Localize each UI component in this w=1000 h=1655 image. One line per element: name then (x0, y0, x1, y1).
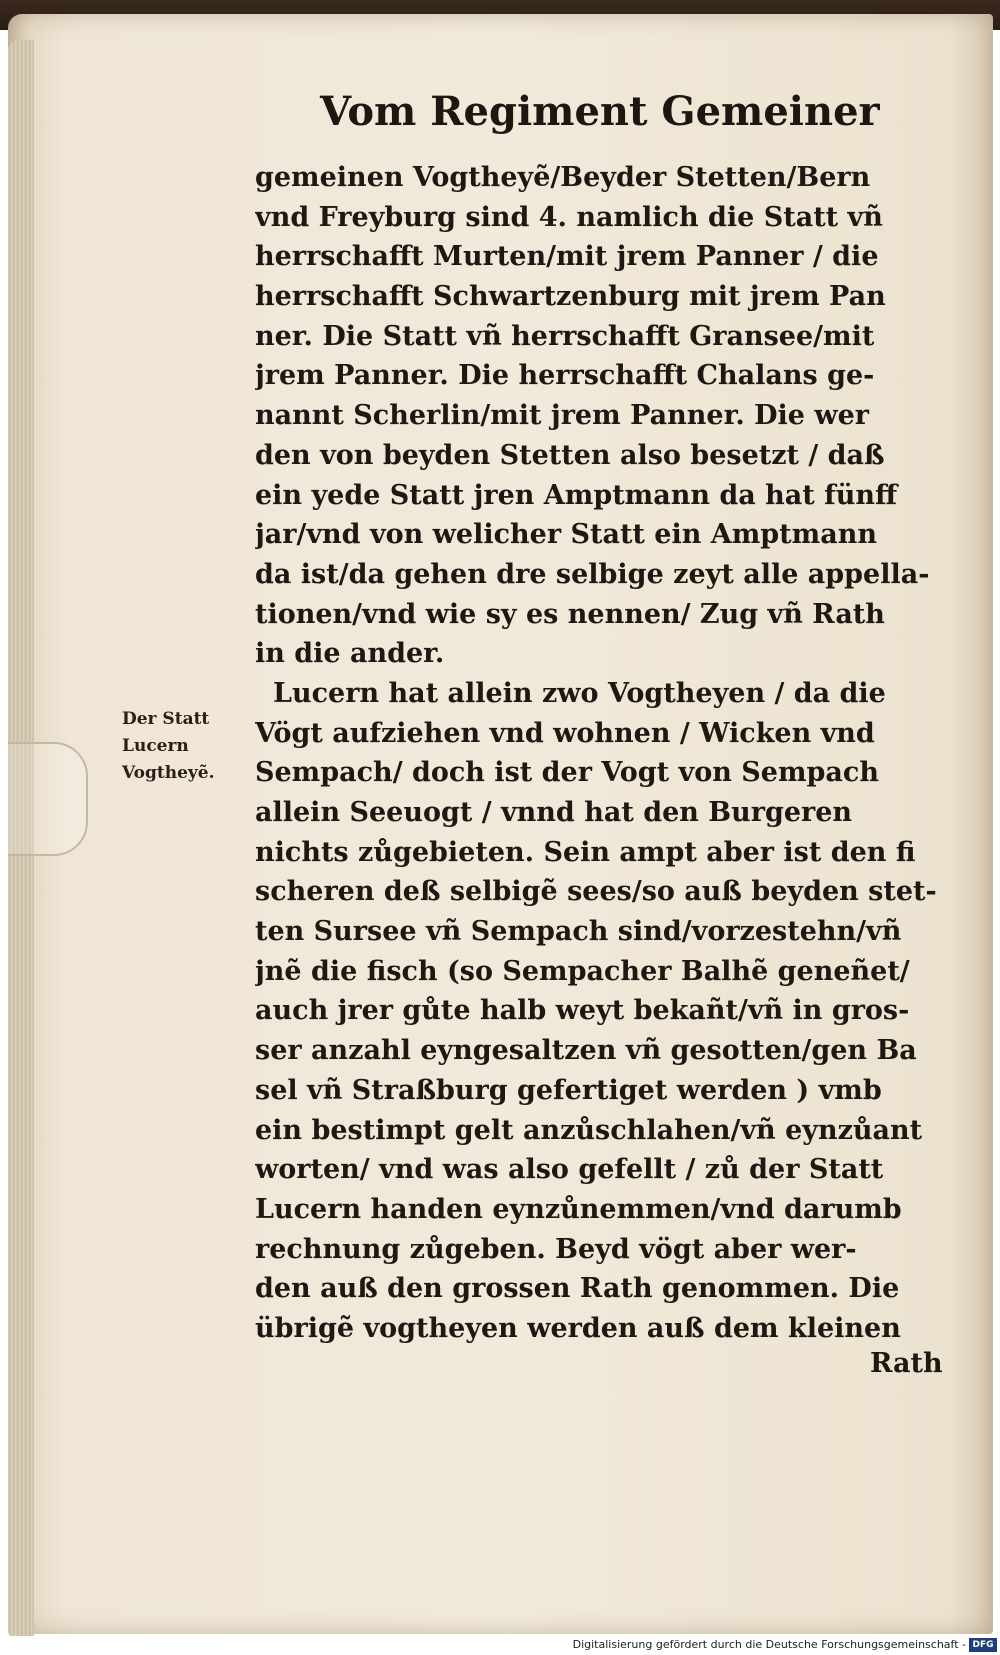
text-line: scheren deß selbigẽ sees/so auß beyden stet- (255, 876, 937, 908)
text-line: jnẽ die fisch (so Sempacher Balhẽ geneñet/ (255, 955, 910, 987)
funding-notice: Digitalisierung gefördert durch die Deutsche Forschungsgemeinschaft - (572, 1638, 966, 1651)
text-line: sel vñ Straßburg gefertiget werden ) vmb (255, 1074, 882, 1106)
margin-note-line: Vogtheyẽ. (122, 763, 215, 783)
running-header: Vom Regiment Gemeiner (320, 88, 880, 135)
text-line: übrigẽ vogtheyen werden auß dem kleinen (255, 1312, 901, 1344)
catchword: Rath (870, 1348, 943, 1379)
text-line: ein yede Statt jren Amptmann da hat fünff (255, 479, 898, 511)
body-text (255, 158, 955, 1349)
text-line: ner. Die Statt vñ herrschafft Gransee/mit (255, 320, 875, 352)
margin-note-line: Lucern (122, 736, 189, 756)
text-line: worten/ vnd was also gefellt / zů der Statt (255, 1154, 884, 1186)
text-line: Lucern hat allein zwo Vogtheyen / da die (273, 677, 886, 709)
text-line: allein Seeuogt / vnnd hat den Burgeren (255, 797, 853, 828)
text-line: ten Sursee vñ Sempach sind/vorzestehn/vñ (255, 916, 902, 948)
text-line: Sempach/ doch ist der Vogt von Sempach (255, 757, 879, 789)
margin-note (122, 706, 257, 787)
footer-bar (0, 1636, 1000, 1655)
text-line: jar/vnd von welicher Statt ein Amptmann (255, 519, 877, 551)
text-line: den auß den grossen Rath genommen. Die (255, 1273, 900, 1305)
text-line: ser anzahl eyngesaltzen vñ gesotten/gen Ba (255, 1035, 917, 1067)
text-line: nichts zůgebieten. Sein ampt aber ist den fi (255, 836, 916, 868)
text-line: Lucern handen eynzůnemmen/vnd darumb (255, 1193, 902, 1225)
text-line: vnd Freyburg sind 4. namlich die Statt vñ (255, 201, 883, 233)
text-line: auch jrer gůte halb weyt bekañt/vñ in gros- (255, 995, 910, 1027)
text-line: gemeinen Vogtheyẽ/Beyder Stetten/Bern (255, 162, 871, 193)
text-line: herrschafft Schwartzenburg mit jrem Pan (255, 281, 886, 313)
text-line: in die ander. (255, 638, 445, 670)
text-line: ein bestimpt gelt anzůschlahen/vñ eynzůant (255, 1114, 923, 1146)
bookmark-tab (8, 742, 88, 856)
text-line: den von beyden Stetten also besetzt / daß (255, 439, 885, 471)
text-line: nannt Scherlin/mit jrem Panner. Die wer (255, 400, 870, 432)
text-line: rechnung zůgeben. Beyd vögt aber wer- (255, 1233, 857, 1265)
text-line: da ist/da gehen dre selbige zeyt alle appella- (255, 558, 930, 590)
text-line: herrschafft Murten/mit jrem Panner / die (255, 241, 879, 273)
margin-note-line: Der Statt (122, 709, 210, 729)
text-line: jrem Panner. Die herrschafft Chalans ge- (255, 360, 875, 392)
text-line: Vögt aufziehen vnd wohnen / Wicken vnd (255, 717, 875, 749)
text-line: tionen/vnd wie sy es nennen/ Zug vñ Rath (255, 598, 885, 630)
dfg-logo: DFG (969, 1638, 997, 1652)
